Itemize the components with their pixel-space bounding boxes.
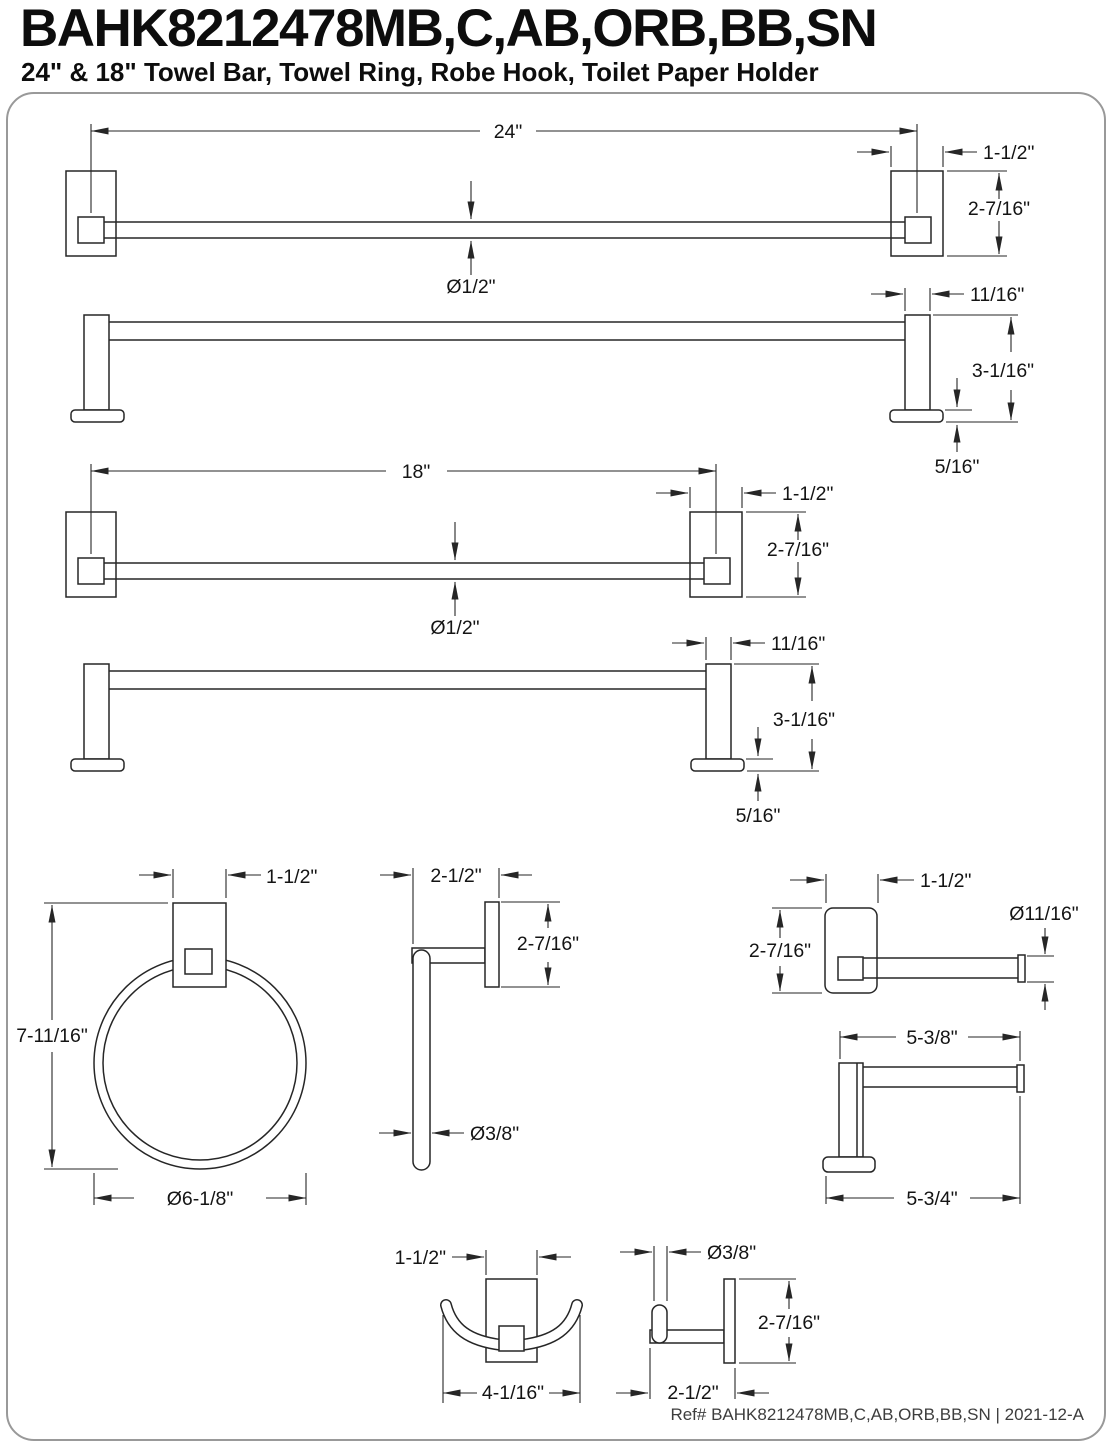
wall-plate-side — [839, 1063, 863, 1157]
dim-label-bar-diameter: Ø3/8" — [707, 1242, 757, 1264]
dim-label-post-width: 1-1/2" — [782, 483, 834, 505]
dim-label-post-width: 1-1/2" — [266, 866, 318, 888]
dim-label-overall-height: 7-11/16" — [16, 1025, 88, 1047]
hook-tip-profile — [652, 1305, 667, 1343]
drawing-towel-bar-24-side — [71, 284, 1034, 478]
right-base-plate — [890, 410, 943, 422]
roller-end-cap — [1017, 1065, 1024, 1092]
dim-label-plate-height: 2-7/16" — [748, 940, 812, 962]
roller-mount — [838, 957, 863, 980]
drawing-robe-hook-side — [616, 1242, 820, 1404]
dim-label-plate-height: 2-7/16" — [757, 1312, 821, 1334]
left-bar-mount — [78, 217, 104, 243]
dim-label-post-height: 2-7/16" — [766, 539, 830, 561]
dim-label-post-width: 1-1/2" — [394, 1247, 446, 1269]
page-title: BAHK8212478MB,C,AB,ORB,BB,SN — [20, 0, 877, 58]
left-base-plate — [71, 759, 124, 771]
footer-reference: Ref# BAHK8212478MB,C,AB,ORB,BB,SN | 2021-12-A — [670, 1405, 1084, 1424]
right-base-plate — [691, 759, 744, 771]
dim-label-post-depth: 11/16" — [771, 633, 826, 655]
dim-label-length: 18" — [401, 461, 431, 483]
dim-label-overall-length: 5-3/4" — [906, 1188, 958, 1210]
sheet-border — [7, 93, 1105, 1440]
base-plate — [823, 1157, 875, 1172]
dim-label-post-depth: 11/16" — [970, 284, 1025, 306]
right-bar-mount — [704, 558, 730, 584]
dim-label-ring-diameter: Ø6-1/8" — [166, 1188, 234, 1210]
left-post-side — [84, 315, 109, 410]
dim-label-bar-diameter: Ø1/2" — [430, 617, 480, 639]
drawing-towel-bar-18-side — [71, 633, 835, 827]
hook-hub — [499, 1326, 524, 1351]
right-bar-mount — [905, 217, 931, 243]
dim-label-bar-diameter: Ø3/8" — [470, 1123, 520, 1145]
dim-label-length: 24" — [493, 121, 523, 143]
right-post-side — [706, 664, 731, 759]
roller-end-cap — [1018, 955, 1025, 982]
wall-plate — [724, 1279, 735, 1363]
drawing-towel-ring-side — [379, 865, 579, 1170]
drawing-towel-bar-24-front — [66, 121, 1034, 298]
drawing-towel-bar-18-front — [66, 461, 833, 639]
ring-inner — [103, 966, 297, 1160]
drawing-paper-holder-front — [749, 870, 1079, 1010]
dim-label-bar-diameter: Ø1/2" — [446, 276, 496, 298]
dim-label-arm-length: 5-3/8" — [906, 1027, 958, 1049]
left-base-plate — [71, 410, 124, 422]
drawing-paper-holder-top — [823, 1027, 1024, 1210]
ring-profile — [413, 950, 430, 1170]
drawing-towel-ring-front — [16, 866, 317, 1210]
dim-label-projection: 2-1/2" — [430, 865, 482, 887]
page-subtitle: 24" & 18" Towel Bar, Towel Ring, Robe Hook, Toilet Paper Holder — [21, 57, 819, 87]
dim-label-projection: 3-1/16" — [772, 709, 836, 731]
dim-label-base-thickness: 5/16" — [735, 805, 781, 827]
dim-label-plate-height: 2-7/16" — [516, 933, 580, 955]
left-post-side — [84, 664, 109, 759]
dim-label-post-height: 2-7/16" — [967, 198, 1031, 220]
dim-label-hook-span: 4-1/16" — [481, 1382, 545, 1404]
ring-hinge — [185, 949, 212, 974]
right-post-side — [905, 315, 930, 410]
dim-label-post-width: 1-1/2" — [920, 870, 972, 892]
wall-plate — [485, 902, 499, 987]
dim-label-base-thickness: 5/16" — [934, 456, 980, 478]
drawing-robe-hook-front — [395, 1247, 580, 1404]
left-bar-mount — [78, 558, 104, 584]
dim-label-projection: 2-1/2" — [667, 1382, 719, 1404]
dim-label-projection: 3-1/16" — [971, 360, 1035, 382]
dim-label-cap-diameter: Ø11/16" — [1009, 903, 1079, 925]
dim-label-post-width: 1-1/2" — [983, 142, 1035, 164]
